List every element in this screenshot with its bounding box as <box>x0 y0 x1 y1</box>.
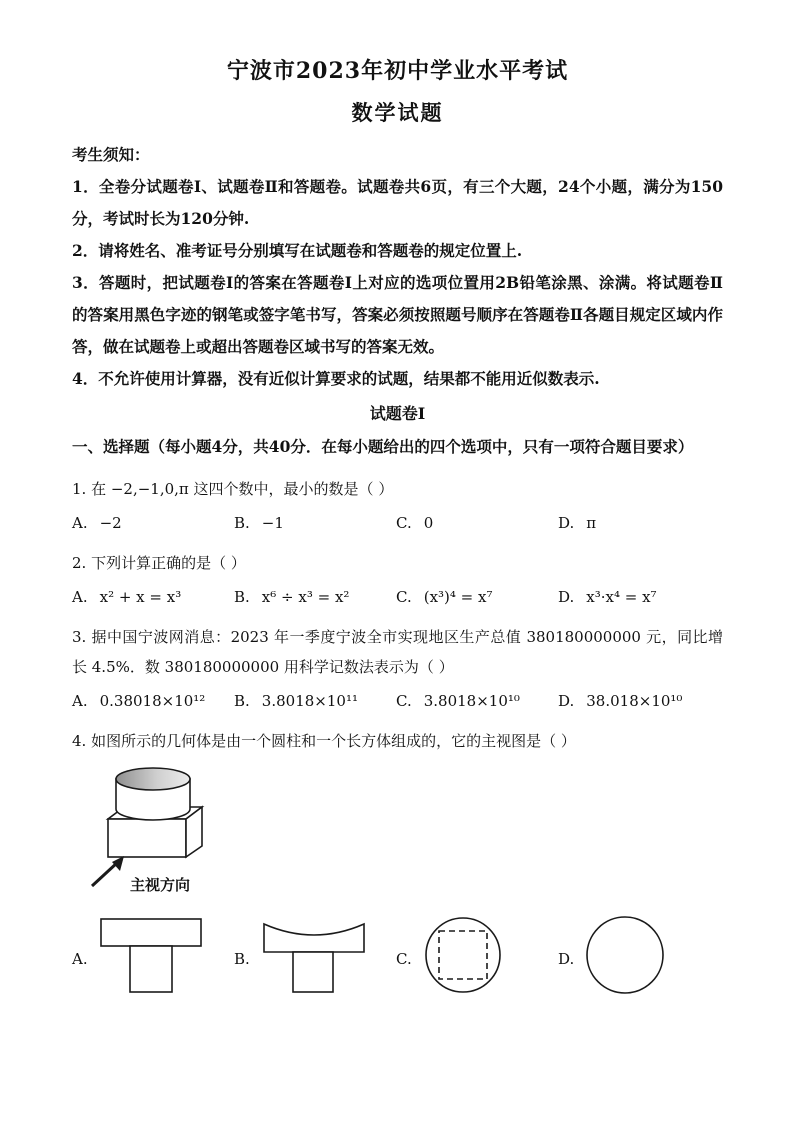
option-label: D. <box>558 588 575 606</box>
question-2-option-c <box>396 584 558 610</box>
question-4-figure <box>86 762 723 900</box>
view-arrow-head <box>112 856 124 871</box>
circle-shape <box>584 914 666 996</box>
option-label: A. <box>72 950 88 968</box>
question-1-options <box>72 510 723 536</box>
question-1 <box>72 474 723 536</box>
rect-on-pedestal-shape <box>98 916 208 996</box>
cylinder-top <box>116 768 190 790</box>
question-3-option-d <box>558 688 682 714</box>
view-direction-label: 主视方向 <box>130 876 191 894</box>
option-label: D. <box>558 692 575 710</box>
notice-item-4: 4．不允许使用计算器，没有近似计算要求的试题，结果都不能用近似数表示. <box>72 369 600 388</box>
question-4-option-d <box>558 914 720 996</box>
option-label: A. <box>72 692 88 710</box>
question-3-option-a <box>72 688 234 714</box>
notice-heading: 考生须知： <box>72 145 150 164</box>
question-4-stem: 4. 如图所示的几何体是由一个圆柱和一个长方体组成的，它的主视图是（ ） <box>72 732 576 750</box>
notice-item-3: 3．答题时，把试题卷Ⅰ的答案在答题卷Ⅰ上对应的选项位置用2B铅笔涂黑、涂满。将试题卷Ⅱ的答案用黑色字迹的钢笔或签字笔书写，答案必须按照题号顺序在答题卷Ⅱ各题目规定区域内作答，做在试题卷上或超出答题卷区域书写的答案无效。 <box>72 273 723 356</box>
question-2-option-d <box>558 584 657 610</box>
question-2-stem: 2. 下列计算正确的是（ ） <box>72 554 246 572</box>
option-value: −2 <box>99 514 122 532</box>
option-label: B. <box>234 588 250 606</box>
box-front-face <box>108 819 186 857</box>
option-value: 0.38018×10¹² <box>99 692 206 710</box>
question-4-option-a <box>72 914 234 996</box>
question-4 <box>72 726 723 996</box>
option-value: (x³)⁴ = x⁷ <box>423 588 493 606</box>
question-1-option-a <box>72 510 234 536</box>
question-3-options <box>72 688 723 714</box>
option-label: D. <box>558 950 575 968</box>
option-label: A. <box>72 514 88 532</box>
question-1-option-c <box>396 510 558 536</box>
option-label: B. <box>234 514 250 532</box>
option-label: C. <box>396 514 412 532</box>
question-4-option-c <box>396 914 558 996</box>
question-3-stem: 3. 据中国宁波网消息：2023 年一季度宁波全市实现地区生产总值 380180000000 元，同比增长 4.5%．数 380180000000 用科学记数法表示为（ ） <box>72 628 723 676</box>
view-arrow <box>92 862 118 886</box>
option-label: C. <box>396 588 412 606</box>
option-value: π <box>586 514 597 532</box>
exam-subtitle: 数学试题 <box>351 100 444 125</box>
part-one-heading: 一、选择题（每小题4分，共40分．在每小题给出的四个选项中，只有一项符合题目要求） <box>72 437 694 456</box>
option-label: C. <box>396 692 412 710</box>
option-value: x² + x = x³ <box>99 588 182 606</box>
option-value: 38.018×10¹⁰ <box>586 692 683 710</box>
question-3-option-b <box>234 688 396 714</box>
question-1-option-d <box>558 510 596 536</box>
question-1-stem: 1. 在 −2,−1,0,π 这四个数中，最小的数是（ ） <box>72 480 394 498</box>
question-2-option-b <box>234 584 396 610</box>
option-label: B. <box>234 950 250 968</box>
option-value: 0 <box>423 514 434 532</box>
question-4-options <box>72 914 723 996</box>
option-label: D. <box>558 514 575 532</box>
option-value: x³·x⁴ = x⁷ <box>586 588 657 606</box>
option-value: x⁶ ÷ x³ = x² <box>261 588 350 606</box>
question-4-option-b <box>234 914 396 996</box>
question-2-options <box>72 584 723 610</box>
question-2 <box>72 548 723 610</box>
candidate-notice <box>72 139 723 395</box>
option-value: 3.8018×10¹¹ <box>261 692 358 710</box>
circle-with-dashed-square-shape <box>422 914 504 996</box>
option-label: A. <box>72 588 88 606</box>
option-label: C. <box>396 950 412 968</box>
question-3 <box>72 622 723 714</box>
paper-section-title: 试题卷Ⅰ <box>369 404 426 423</box>
option-value: −1 <box>261 514 284 532</box>
option-value: 3.8018×10¹⁰ <box>423 692 520 710</box>
notice-item-1: 1．全卷分试题卷Ⅰ、试题卷Ⅱ和答题卷。试题卷共6页，有三个大题，24个小题，满分为150分，考试时长为120分钟. <box>72 177 723 228</box>
question-3-option-c <box>396 688 558 714</box>
question-1-option-b <box>234 510 396 536</box>
option-label: B. <box>234 692 250 710</box>
question-2-option-a <box>72 584 234 610</box>
composite-solid-figure <box>86 762 316 896</box>
exam-title: 宁波市2023年初中学业水平考试 <box>226 58 569 84</box>
curved-top-on-pedestal-shape <box>260 916 370 996</box>
notice-item-2: 2．请将姓名、准考证号分别填写在试题卷和答题卷的规定位置上. <box>72 241 523 260</box>
